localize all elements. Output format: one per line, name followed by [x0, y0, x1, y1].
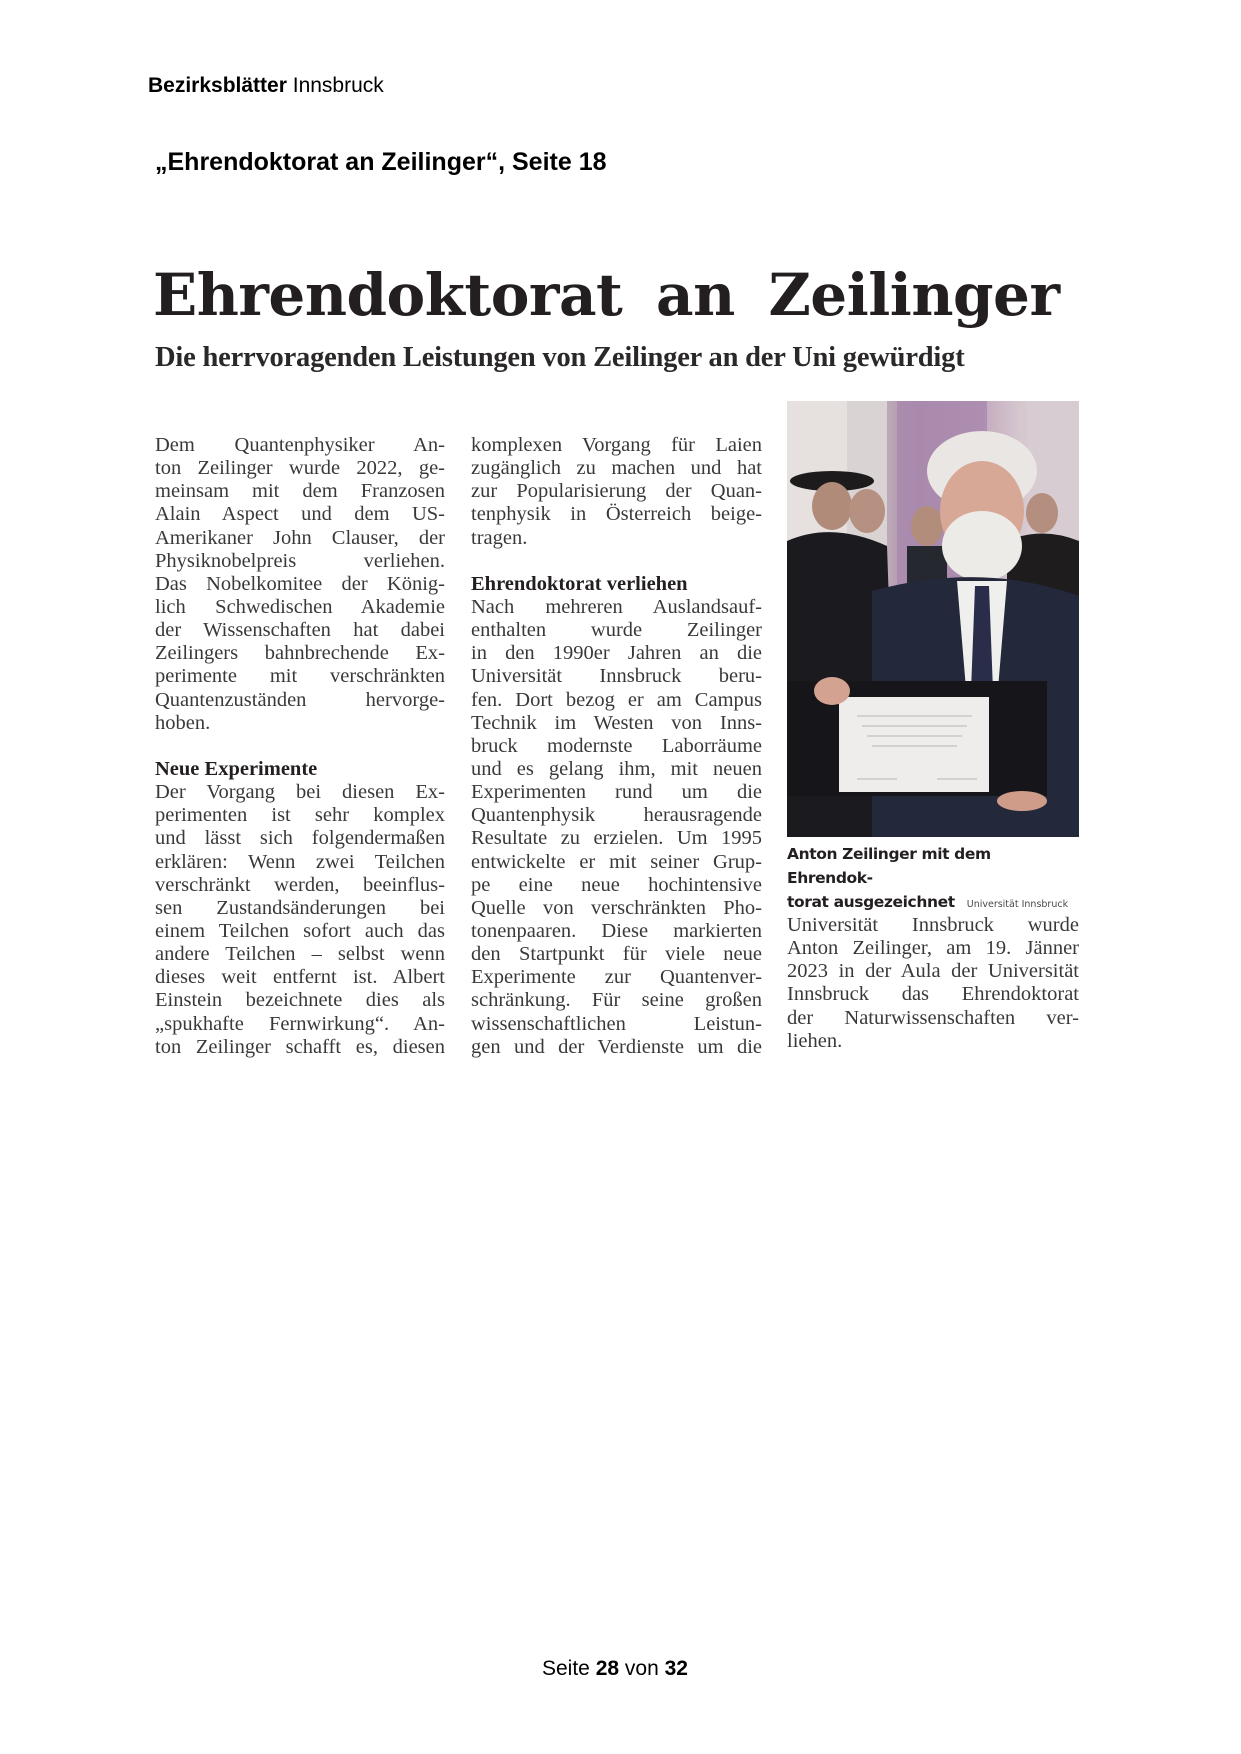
photo-face [911, 506, 943, 546]
text-line: den Startpunkt für viele neue [471, 943, 762, 966]
text-line: andere Teilchen – selbst wenn [155, 943, 445, 966]
text-line: fen. Dort bezog er am Campus [471, 688, 762, 711]
text-line: und lässt sich folgendermaßen [155, 827, 445, 850]
text-line: sen Zustandsänderungen bei [155, 896, 445, 919]
section-heading: Neue Experimente [155, 757, 318, 780]
footer-page-total: 32 [664, 1657, 688, 1680]
photo-caption [787, 842, 1079, 917]
footer-mid: von [624, 1657, 659, 1680]
text-line: Experimenten rund um die [471, 781, 762, 804]
text-line: ton Zeilinger wurde 2022, ge- [155, 457, 445, 480]
text-line: einem Teilchen sofort auch das [155, 919, 445, 942]
text-line: und es gelang ihm, mit neuen [471, 757, 762, 780]
text-line: Resultate zu erzielen. Um 1995 [471, 827, 762, 850]
publication-source [148, 74, 384, 98]
text-line: Quantenphysik herausragende [471, 804, 762, 827]
text-line: zugänglich zu machen und hat [471, 457, 762, 480]
page-footer [542, 1657, 688, 1681]
text-line: Dem Quantenphysiker An- [155, 434, 445, 456]
text-line: Zeilingers bahnbrechende Ex- [155, 642, 445, 665]
text-line: verschränkt werden, beeinflus- [155, 873, 445, 896]
text-line: tragen. [471, 526, 528, 549]
section-heading: Ehrendoktorat verliehen [471, 572, 688, 595]
caption-line-1: Anton Zeilinger mit dem Ehrendok- [787, 845, 991, 887]
caption-line-2-text: torat ausgezeichnet [787, 893, 955, 911]
text-line: pe eine neue hochintensive [471, 873, 762, 896]
text-line: schränkung. Für seine großen [471, 989, 762, 1012]
text-line: Nach mehreren Auslandsauf- [471, 595, 762, 618]
text-line: Quantenzuständen hervorge- [155, 688, 445, 711]
text-line: Anton Zeilinger, am 19. Jänner [787, 937, 1079, 960]
text-line: Einstein bezeichnete dies als [155, 989, 445, 1012]
text-line: Der Vorgang bei diesen Ex- [155, 781, 445, 804]
footer-prefix: Seite [542, 1657, 590, 1680]
article-column-2 [471, 434, 762, 1059]
text-line: bruck modernste Laborräume [471, 734, 762, 757]
photo-hand [814, 677, 850, 705]
text-line: dieses weit entfernt ist. Albert [155, 966, 445, 989]
text-line: perimente mit verschränkten [155, 665, 445, 688]
text-line: gen und der Verdienste um die [471, 1035, 762, 1058]
clip-title: „Ehrendoktorat an Zeilinger“, Seite 18 [155, 148, 607, 176]
article-column-1 [155, 434, 445, 1059]
text-line: erklären: Wenn zwei Teilchen [155, 850, 445, 873]
publication-name: Bezirksblätter [148, 74, 287, 97]
photo-credit: Universität Innsbruck [966, 899, 1069, 910]
photo-certificate [839, 697, 989, 792]
text-line: Das Nobelkomitee der König- [155, 572, 445, 595]
text-line: zur Popularisierung der Quan- [471, 480, 762, 503]
article-column-3 [787, 914, 1079, 1053]
text-line: perimenten ist sehr komplex [155, 804, 445, 827]
text-line: in den 1990er Jahren an die [471, 642, 762, 665]
text-line: der Naturwissenschaften ver- [787, 1006, 1079, 1029]
text-line: hoben. [155, 711, 211, 734]
text-line: meinsam mit dem Franzosen [155, 480, 445, 503]
text-line: Innsbruck das Ehrendoktorat [787, 983, 1079, 1006]
photo-face [849, 489, 885, 533]
photo-beard [942, 511, 1022, 581]
text-line: Universität Innsbruck beru- [471, 665, 762, 688]
photo-face [1026, 493, 1058, 533]
text-line: der Wissenschaften hat dabei [155, 619, 445, 642]
text-line: Experimente zur Quantenver- [471, 966, 762, 989]
paragraph-spacer [471, 550, 762, 573]
caption-line-2 [787, 890, 1079, 917]
article-photo [787, 401, 1079, 837]
text-line: 2023 in der Aula der Universität [787, 960, 1079, 983]
text-line: Universität Innsbruck wurde [787, 914, 1079, 936]
text-line: ton Zeilinger schafft es, diesen [155, 1035, 445, 1058]
text-line: Alain Aspect und dem US- [155, 503, 445, 526]
text-line: wissenschaftlichen Leistun- [471, 1012, 762, 1035]
photo-hand [997, 791, 1047, 811]
text-line: liehen. [787, 1029, 843, 1052]
text-line: lich Schwedischen Akademie [155, 595, 445, 618]
text-line: komplexen Vorgang für Laien [471, 434, 762, 456]
article-subheadline: Die herrvoragenden Leistungen von Zeilinger an der Uni gewürdigt [155, 342, 965, 373]
text-line: entwickelte er mit seiner Grup- [471, 850, 762, 873]
text-line: „spukhafte Fernwirkung“. An- [155, 1012, 445, 1035]
footer-page-number: 28 [595, 1657, 620, 1680]
text-line: tenphysik in Österreich beige- [471, 503, 762, 526]
text-line: Technik im Westen von Inns- [471, 711, 762, 734]
paragraph-spacer [155, 735, 445, 758]
publication-region: Innsbruck [292, 74, 384, 97]
text-line: tonenpaaren. Diese markierten [471, 919, 762, 942]
text-line: Quelle von verschränkten Pho- [471, 896, 762, 919]
photo-illustration [787, 401, 1079, 837]
photo-face [812, 482, 852, 530]
text-line: enthalten wurde Zeilinger [471, 619, 762, 642]
text-line: Physiknobelpreis verliehen. [155, 549, 445, 572]
text-line: Amerikaner John Clauser, der [155, 526, 445, 549]
article-headline: Ehrendoktorat an Zeilinger [153, 261, 1060, 329]
